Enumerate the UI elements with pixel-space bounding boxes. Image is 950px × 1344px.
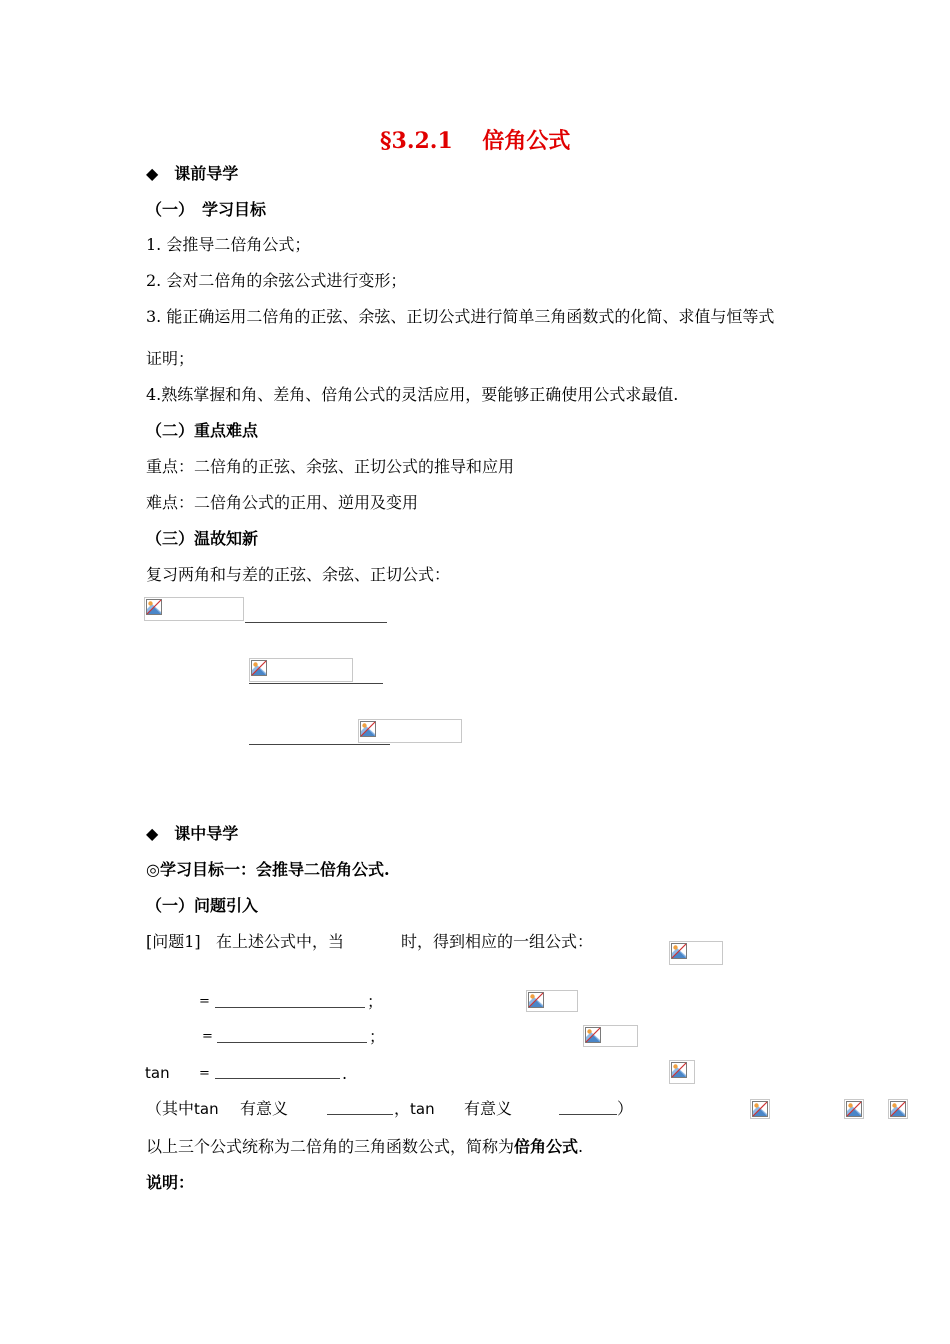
formula-image-sin [144, 597, 244, 621]
goal-item-2: 2. 会对二倍角的余弦公式进行变形； [146, 271, 407, 290]
question-1-text-after: 时，得到相应的一组公式： [401, 932, 594, 951]
semicolon: ； [369, 1027, 386, 1046]
formula-image-cond1 [844, 1099, 864, 1119]
key-difficulty-heading: （二）重点难点 [146, 421, 259, 440]
answer-blank-line [249, 683, 383, 684]
learning-goal-one: ◎学习目标一：会推导二倍角公式. [146, 860, 390, 879]
broken-image-icon [528, 992, 544, 1008]
period: . [342, 1064, 348, 1083]
summary-text [146, 1137, 583, 1157]
answer-blank-line [215, 1078, 340, 1079]
question-1-text-before: 在上述公式中，当 [216, 932, 345, 951]
tan-label: tan [410, 1100, 435, 1118]
problem-intro-heading: （一）问题引入 [146, 896, 259, 915]
condition-formula-image [669, 941, 723, 965]
tan-label: tan [194, 1100, 219, 1118]
formula-image-cos [249, 658, 353, 682]
broken-image-icon [890, 1101, 906, 1117]
formula-image-sin2a [526, 990, 578, 1012]
answer-blank-line [327, 1114, 393, 1115]
review-heading: （三）温故知新 [146, 529, 259, 548]
formula-image-a [750, 1099, 770, 1119]
broken-image-icon [846, 1101, 862, 1117]
broken-image-icon [360, 721, 376, 737]
key-point: 重点：二倍角的正弦、余弦、正切公式的推导和应用 [146, 457, 515, 476]
tan-label: tan [145, 1064, 170, 1082]
learning-goals-heading: （一） 学习目标 [146, 200, 267, 219]
broken-image-icon [251, 660, 267, 676]
formula-image-tan [358, 719, 462, 743]
broken-image-icon [671, 943, 687, 959]
note-open: （其中 [146, 1099, 195, 1118]
note-close: ） [617, 1099, 634, 1118]
explanation-label: 说明： [146, 1173, 195, 1192]
broken-image-icon [752, 1101, 768, 1117]
page-title: §3.2.1 倍角公式 [380, 128, 571, 154]
answer-blank-line [559, 1114, 617, 1115]
goal-item-1: 1. 会推导二倍角公式； [146, 235, 311, 254]
formula-image-cond2 [888, 1099, 908, 1119]
answer-blank-line [217, 1042, 367, 1043]
broken-image-icon [146, 599, 162, 615]
section-heading-pre: ◆ 课前导学 [146, 164, 239, 183]
note-comma: ， [394, 1099, 411, 1118]
goal-item-3-cont: 证明； [146, 349, 195, 368]
equals-sign: = [202, 1029, 213, 1044]
formula-image-cos2a [583, 1025, 638, 1047]
goal-item-4: 4.熟练掌握和角、差角、倍角公式的灵活应用，要能够正确使用公式求最值. [146, 385, 679, 404]
goal-item-3: 3. 能正确运用二倍角的正弦、余弦、正切公式进行简单三角函数式的化简、求值与恒等式 [146, 307, 775, 326]
broken-image-icon [585, 1027, 601, 1043]
review-text: 复习两角和与差的正弦、余弦、正切公式： [146, 565, 451, 584]
section-heading-mid: ◆ 课中导学 [146, 824, 239, 843]
answer-blank-line [249, 744, 390, 745]
answer-blank-line [215, 1007, 365, 1008]
note-meaningful-1: 有意义 [240, 1099, 289, 1118]
formula-image-2a [669, 1060, 695, 1084]
question-1-label: [问题1] [146, 932, 201, 951]
double-angle-formula-term: 倍角公式 [514, 1137, 579, 1156]
difficult-point: 难点：二倍角公式的正用、逆用及变用 [146, 493, 419, 512]
equals-sign: = [199, 1066, 210, 1081]
equals-sign: = [199, 994, 210, 1009]
note-meaningful-2: 有意义 [464, 1099, 513, 1118]
summary-text-before: 以上三个公式统称为二倍角的三角函数公式，简称为 [146, 1137, 515, 1156]
broken-image-icon [671, 1062, 687, 1078]
answer-blank-line [245, 622, 387, 623]
semicolon: ； [367, 992, 384, 1011]
summary-text-after: . [578, 1137, 584, 1156]
